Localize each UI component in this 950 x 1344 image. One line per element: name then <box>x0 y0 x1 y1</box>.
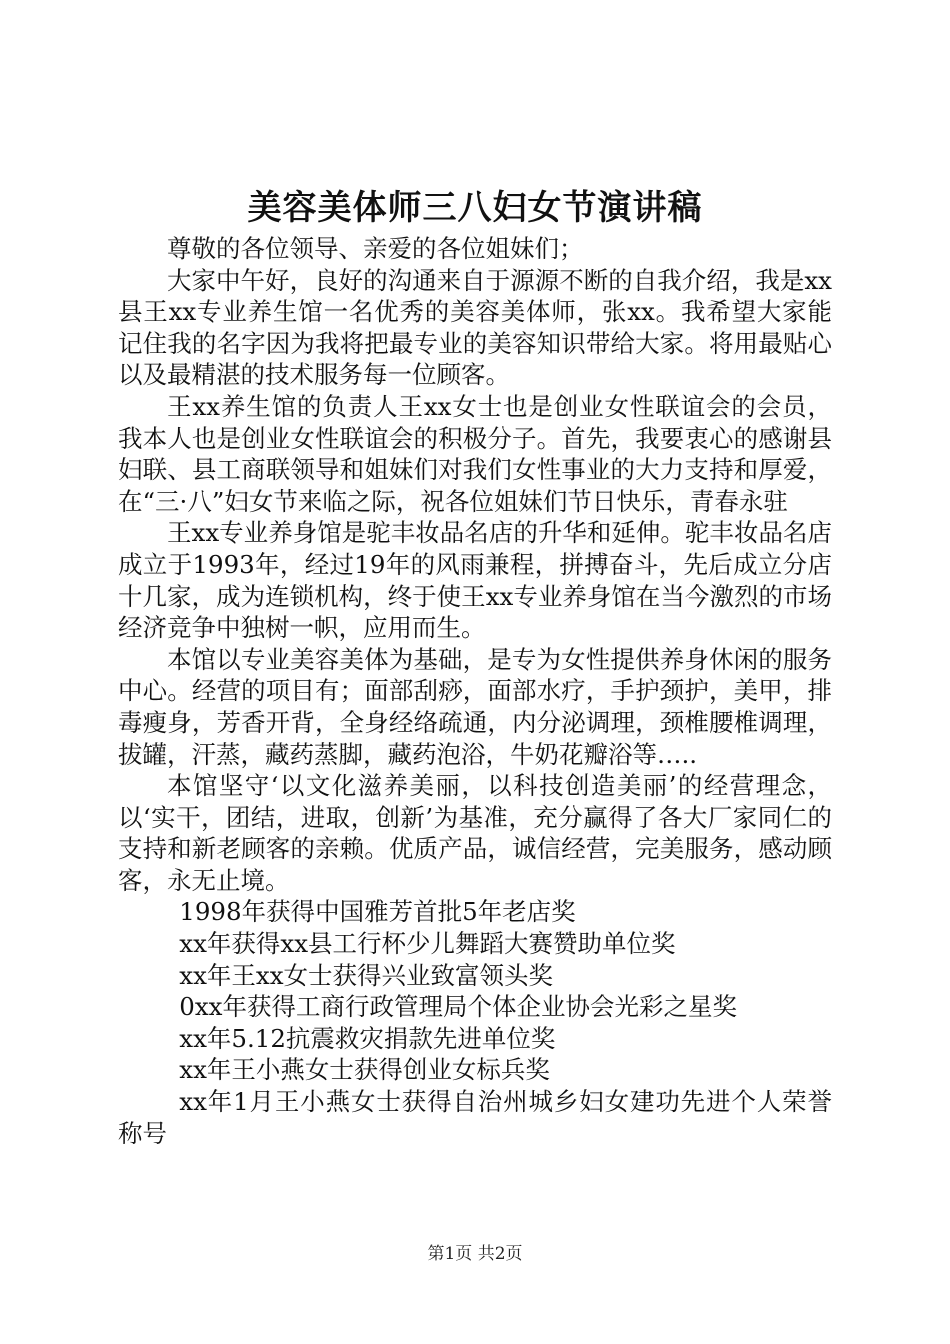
paragraph-greeting: 尊敬的各位领导、亲爱的各位姐妹们； <box>167 234 584 263</box>
paragraph-philosophy: 本馆坚守‘以文化滋养美丽，以科技创造美丽’的经营理念，以‘实干，团结，进取，创新’为基准，充分赢得了各大厂家同仁的支持和新老顾客的亲赖。优质产品，诚信经营，完美服务，感动顾客，永无止境。 <box>118 771 832 895</box>
award-item: xx年王小燕女士获得创业女标兵奖 <box>179 1055 550 1085</box>
award-item: 0xx年获得工商行政管理局个体企业协会光彩之星奖 <box>179 992 737 1022</box>
paragraph-history: 王xx专业养身馆是驼丰妆品名店的升华和延伸。驼丰妆品名店成立于1993年，经过19年的风雨兼程，拼搏奋斗，先后成立分店十几家，成为连锁机构，终于使王xx专业养身馆在当今激烈的市场经济竞争中独树一帜，应用而生。 <box>118 518 832 643</box>
paragraph-thanks: 王xx养生馆的负责人王xx女士也是创业女性联谊会的会员，我本人也是创业女性联谊会的积极分子。首先，我要衷心的感谢县妇联、县工商联领导和姐妹们对我们女性事业的大力支持和厚爱，在“三·八”妇女节来临之际，祝各位姐妹们节日快乐，青春永驻 <box>118 391 832 516</box>
award-item: xx年1月王小燕女士获得自治州城乡妇女建功先进个人荣誉称号 <box>118 1087 832 1148</box>
award-item: xx年王xx女士获得兴业致富领头奖 <box>179 960 554 990</box>
paragraph-services: 本馆以专业美容美体为基础，是专为女性提供养身休闲的服务中心。经营的项目有；面部刮痧，面部水疗，手护颈护，美甲，排毒瘦身，芳香开背，全身经络疏通，内分泌调理，颈椎腰椎调理，拔罐，汗蒸，藏药蒸脚，藏药泡浴，牛奶花瓣浴等….. <box>118 644 832 769</box>
award-item: xx年5.12抗震救灾捐款先进单位奖 <box>179 1023 556 1053</box>
paragraph-introduction: 大家中午好，良好的沟通来自于源源不断的自我介绍，我是xx县王xx专业养生馆一名优秀的美容美体师，张xx。我希望大家能记住我的名字因为我将把最专业的美容知识带给大家。将用最贴心以及最精湛的技术服务每一位顾客。 <box>118 265 832 390</box>
document-body <box>118 233 832 1149</box>
award-item: 1998年获得中国雅芳首批5年老店奖 <box>179 897 576 927</box>
award-item: xx年获得xx县工行杯少儿舞蹈大赛赞助单位奖 <box>179 929 676 959</box>
page-number-footer: 第1页 共2页 <box>427 1244 523 1264</box>
document-title: 美容美体师三八妇女节演讲稿 <box>247 188 703 228</box>
